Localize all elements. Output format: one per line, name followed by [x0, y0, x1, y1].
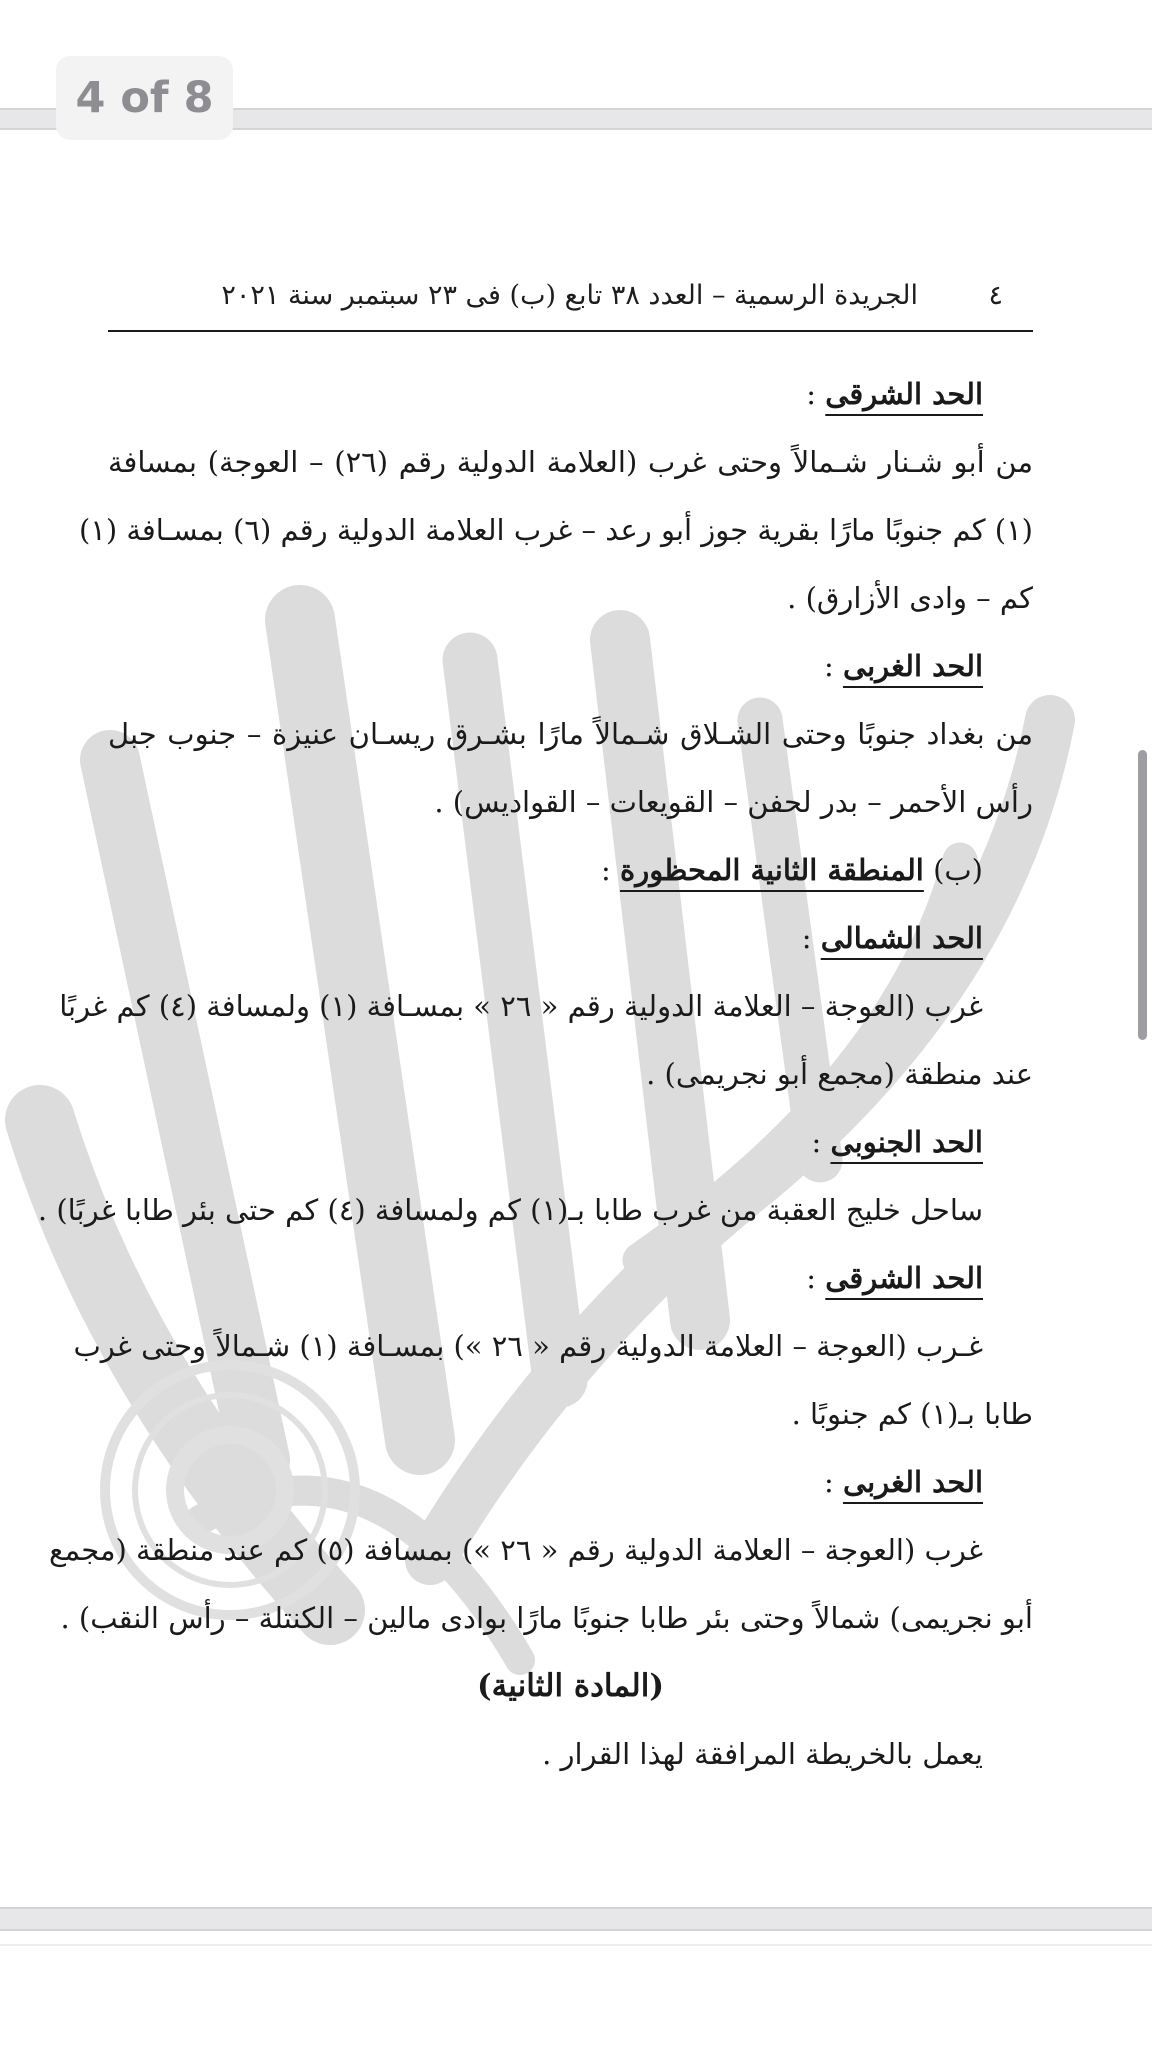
page-separator-bottom	[0, 1907, 1152, 1931]
section-heading-west-2: الحد الغربى :	[823, 1465, 983, 1499]
document-body	[37, 360, 1033, 1788]
text-line: ساحل خليج العقبة من غرب طابا بـ(١) كم ولمسافة (٤) كم حتى بئر طابا غربًا) .	[37, 1193, 983, 1227]
text-line: من بغداد جنوبًا وحتى الشـلاق شـمالاً مارًا بشـرق ريسـان عنيزة – جنوب جبل	[108, 717, 1033, 751]
heading-label: الحد الجنوبى	[830, 1125, 983, 1159]
scrollbar-thumb[interactable]	[1138, 750, 1147, 1040]
article-heading: (المادة الثانية)	[476, 1668, 665, 1704]
header-title: الجريدة الرسمية – العدد ٣٨ تابع (ب) فى ٢٣ سبتمبر سنة ٢٠٢١	[221, 280, 918, 311]
text-line: غرب (العوجة – العلامة الدولية رقم « ٢٦ ») بمسافة (٥) كم عند منطقة (مجمع	[49, 1533, 983, 1567]
text-line: رأس الأحمر – بدر لحفن – القويعات – القواديس) .	[434, 785, 1033, 819]
heading-label: الحد الغربى	[842, 649, 983, 683]
heading-label: الحد الغربى	[842, 1465, 983, 1499]
section-heading-east-1: الحد الشرقى :	[806, 377, 983, 411]
text-line: كم – وادى الأزارق) .	[787, 581, 1033, 615]
text-line: من أبو شـنار شـمالاً وحتى غرب (العلامة الدولية رقم (٢٦) – العوجة) بمسافة	[108, 445, 1033, 479]
zone-label: المنطقة الثانية المحظورة	[620, 853, 924, 887]
section-heading-south: الحد الجنوبى :	[811, 1125, 983, 1159]
heading-label: الحد الشرقى	[825, 377, 983, 411]
heading-label: الحد الشرقى	[825, 1261, 983, 1295]
heading-label: الحد الشمالى	[820, 921, 983, 955]
page-indicator: 4 of 8	[56, 56, 233, 140]
text-line: (١) كم جنوبًا مارًا بقرية جوز أبو رعد – غرب العلامة الدولية رقم (٦) بمسـافة (١)	[78, 513, 1033, 547]
section-heading-west-1: الحد الغربى :	[823, 649, 983, 683]
divider	[0, 1944, 1152, 1946]
section-heading-north: الحد الشمالى :	[801, 921, 983, 955]
section-heading-east-2: الحد الشرقى :	[806, 1261, 983, 1295]
text-line: عند منطقة (مجمع أبو نجريمى) .	[646, 1057, 1033, 1091]
zone-heading: (ب) المنطقة الثانية المحظورة :	[601, 853, 983, 887]
zone-prefix: (ب)	[933, 853, 983, 887]
header-page-number: ٤	[988, 280, 1003, 311]
gazette-header	[108, 270, 1033, 332]
text-line: طابا بـ(١) كم جنوبًا .	[791, 1397, 1033, 1431]
text-line: غـرب (العوجة – العلامة الدولية رقم « ٢٦ ») بمسـافة (١) شـمالاً وحتى غرب	[73, 1329, 983, 1363]
text-line: أبو نجريمى) شمالاً وحتى بئر طابا جنوبًا مارًا بوادى مالين – الكنتلة – رأس النقب) .	[60, 1601, 1033, 1635]
text-line: غرب (العوجة – العلامة الدولية رقم « ٢٦ » بمسـافة (١) ولمسافة (٤) كم غربًا	[59, 989, 983, 1023]
text-line: يعمل بالخريطة المرافقة لهذا القرار .	[542, 1737, 983, 1771]
